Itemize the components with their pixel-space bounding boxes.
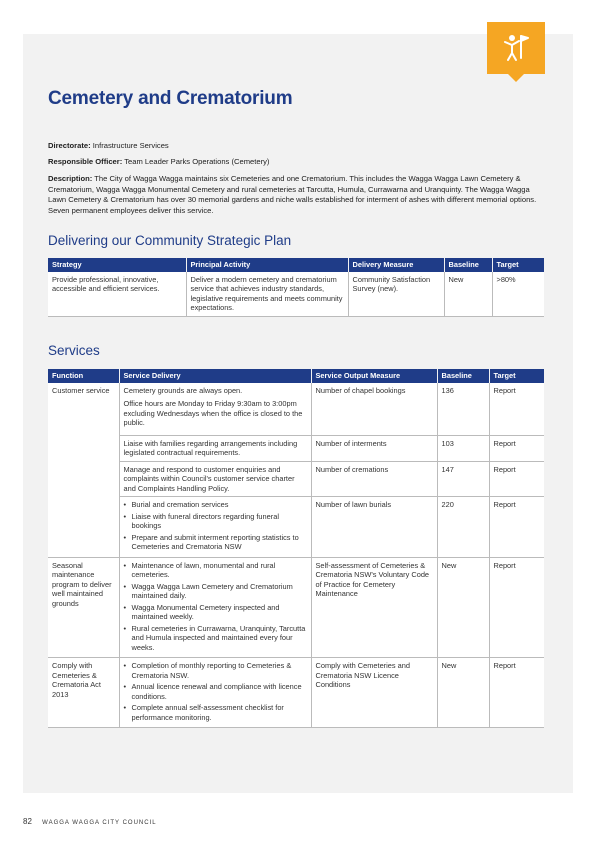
target: Report (489, 658, 544, 728)
baseline: 147 (437, 461, 489, 497)
list-item: • Prepare and submit interment reporting statistics to Cemeteries and Crematoria NSW (132, 533, 307, 552)
description-label: Description: (48, 174, 93, 183)
csp-target: >80% (492, 272, 544, 317)
csp-activity: Deliver a modern cemetery and crematorium service that achieves industry standards, legislative requirements and meets community expectations. (186, 272, 348, 317)
services-col-function: Function (48, 369, 119, 383)
baseline: 220 (437, 497, 489, 558)
function-compliance: Comply with Cemeteries & Crematoria Act 2013 (48, 658, 119, 728)
section-badge (487, 22, 545, 74)
output-measure: Number of cremations (311, 461, 437, 497)
table-row (48, 272, 544, 317)
csp-measure: Community Satisfaction Survey (new). (348, 272, 444, 317)
function-customer-service: Customer service (48, 383, 119, 558)
service-delivery (119, 497, 311, 558)
page-number: 82 (23, 817, 32, 826)
target: Report (489, 435, 544, 461)
target: Report (489, 383, 544, 436)
services-col-target: Target (489, 369, 544, 383)
output-measure: Number of interments (311, 435, 437, 461)
page-title: Cemetery and Crematorium (48, 88, 293, 109)
services-heading: Services (48, 343, 100, 358)
csp-heading: Delivering our Community Strategic Plan (48, 233, 292, 248)
services-header-row (48, 369, 544, 383)
directorate-value: Infrastructure Services (92, 141, 169, 150)
delivery-paragraph: Office hours are Monday to Friday 9:30am to 3:00pm excluding Wednesdays when the office is closed to the public. (123, 399, 303, 427)
target: Report (489, 557, 544, 658)
service-delivery (119, 557, 311, 658)
output-measure: Number of chapel bookings (311, 383, 437, 436)
baseline: New (437, 557, 489, 658)
council-name: WAGGA WAGGA CITY COUNCIL (42, 820, 157, 826)
service-delivery (119, 658, 311, 728)
baseline: New (437, 658, 489, 728)
output-measure: Number of lawn burials (311, 497, 437, 558)
table-row (48, 497, 544, 558)
baseline: 103 (437, 435, 489, 461)
directorate-line (48, 141, 548, 152)
list-item: • Burial and cremation services (132, 500, 307, 510)
output-measure: Self-assessment of Cemeteries & Crematoria NSW's Voluntary Code of Practice for Cemetery Maintenance (311, 557, 437, 658)
description-block (48, 174, 548, 216)
bullet-list (124, 661, 307, 722)
services-col-delivery: Service Delivery (119, 369, 311, 383)
officer-value: Team Leader Parks Operations (Cemetery) (124, 157, 270, 166)
directorate-label: Directorate: (48, 141, 91, 150)
officer-line (48, 157, 548, 168)
list-item: • Liaise with funeral directors regarding funeral bookings (132, 512, 307, 531)
table-row (48, 383, 544, 436)
services-table (48, 369, 544, 728)
csp-baseline: New (444, 272, 492, 317)
target: Report (489, 497, 544, 558)
list-item: • Complete annual self-assessment checklist for performance monitoring. (132, 703, 307, 722)
list-item: • Maintenance of lawn, monumental and rural cemeteries. (132, 561, 307, 580)
function-seasonal-maintenance: Seasonal maintenance program to deliver well maintained grounds (48, 557, 119, 658)
bullet-list (124, 500, 307, 552)
csp-col-activity: Principal Activity (186, 258, 348, 272)
table-row (48, 461, 544, 497)
table-row (48, 557, 544, 658)
csp-col-measure: Delivery Measure (348, 258, 444, 272)
person-flag-icon (503, 32, 529, 62)
services-col-measure: Service Output Measure (311, 369, 437, 383)
badge-pointer (508, 74, 524, 82)
output-measure: Comply with Cemeteries and Crematoria NSW Licence Conditions (311, 658, 437, 728)
page-footer (23, 817, 157, 826)
table-row (48, 658, 544, 728)
services-col-baseline: Baseline (437, 369, 489, 383)
csp-table (48, 258, 544, 317)
list-item: • Completion of monthly reporting to Cemeteries & Crematoria NSW. (132, 661, 307, 680)
csp-col-strategy: Strategy (48, 258, 186, 272)
service-delivery: Manage and respond to customer enquiries and complaints within Council's customer service charter and Complaints Handling Policy. (119, 461, 311, 497)
target: Report (489, 461, 544, 497)
officer-label: Responsible Officer: (48, 157, 123, 166)
baseline: 136 (437, 383, 489, 436)
csp-header-row (48, 258, 544, 272)
description-value: The City of Wagga Wagga maintains six Cemeteries and one Crematorium. This includes the Wagga Wagga Lawn Cemetery & Crematorium, Wagga Wagga Monumental Cemetery and rural cemeteries at Tarcutta, Humula, Currawarna and Uranquinty. The Wagga Wagga Lawn Cemetery & Crematorium has over 30 memorial gardens and niche walls established for interment of ashes with different memorial options. Seven permanent employees deliver this service. (48, 174, 537, 215)
service-delivery: Liaise with families regarding arrangements including legislated contractual requirements. (119, 435, 311, 461)
csp-col-target: Target (492, 258, 544, 272)
list-item: • Wagga Wagga Lawn Cemetery and Crematorium maintained daily. (132, 582, 307, 601)
list-item: • Wagga Monumental Cemetery inspected and maintained weekly. (132, 603, 307, 622)
service-delivery (119, 383, 311, 436)
list-item: • Annual licence renewal and compliance with licence conditions. (132, 682, 307, 701)
bullet-list (124, 561, 307, 653)
csp-strategy: Provide professional, innovative, accessible and efficient services. (48, 272, 186, 317)
delivery-paragraph: Cemetery grounds are always open. (123, 385, 243, 395)
list-item: • Rural cemeteries in Currawarna, Uranquinty, Tarcutta and Humula inspected and maintained every four weeks. (132, 624, 307, 653)
csp-col-baseline: Baseline (444, 258, 492, 272)
table-row (48, 435, 544, 461)
